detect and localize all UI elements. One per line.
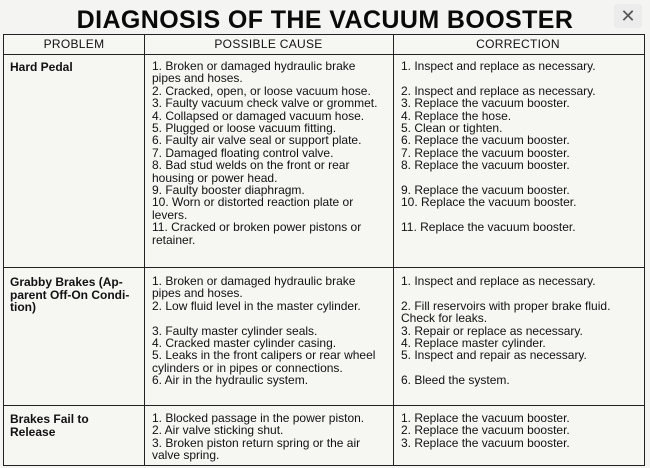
correction-line: 5. Clean or tighten. bbox=[401, 121, 503, 135]
page-title: DIAGNOSIS OF THE VACUUM BOOSTER bbox=[76, 6, 574, 34]
cause-line: 6. Air in the hydraulic system. bbox=[152, 373, 309, 388]
correction-line: 11. Replace the vacuum booster. bbox=[401, 220, 576, 235]
cause-line: 2. Low fluid level in the master cylinder. bbox=[152, 298, 361, 313]
cause-line: retainer. bbox=[152, 232, 196, 247]
correction-line: 6. Replace the vacuum booster. bbox=[401, 133, 570, 148]
cause-line: pipes and hoses. bbox=[152, 286, 243, 301]
cause-line: 11. Cracked or broken power pistons or bbox=[152, 220, 362, 235]
cause-line: 2. Cracked, open, or loose vacuum hose. bbox=[152, 83, 371, 98]
cause-line: cylinders or in pipes or connections. bbox=[152, 360, 343, 375]
cause-line: 5. Plugged or loose vacuum fitting. bbox=[152, 121, 337, 135]
row-divider bbox=[4, 405, 644, 406]
correction-line: 2. Fill reservoirs with proper brake fluid. bbox=[401, 298, 611, 313]
correction-line: 3. Repair or replace as necessary. bbox=[401, 323, 583, 338]
cause-line: 3. Faulty master cylinder seals. bbox=[152, 323, 318, 338]
problem-label: parent Off-On Condi- bbox=[10, 287, 130, 302]
problem-label: tion) bbox=[10, 300, 36, 314]
cause-line: 4. Cracked master cylinder casing. bbox=[152, 336, 337, 350]
correction-line: 9. Replace the vacuum booster. bbox=[401, 183, 570, 197]
cause-line: pipes and hoses. bbox=[152, 71, 243, 86]
diagnosis-table bbox=[3, 34, 645, 466]
correction-line: 8. Replace the vacuum booster. bbox=[401, 158, 570, 173]
problem-label: Hard Pedal bbox=[10, 60, 73, 74]
cause-line: levers. bbox=[152, 207, 188, 222]
header-problem: PROBLEM bbox=[43, 37, 105, 51]
correction-line: 1. Replace the vacuum booster. bbox=[401, 411, 570, 425]
header-correction: CORRECTION bbox=[476, 37, 560, 51]
cause-line: 3. Broken piston return spring or the air bbox=[152, 435, 361, 450]
cause-line: 7. Damaged floating control valve. bbox=[152, 145, 334, 160]
cause-line: valve spring. bbox=[152, 448, 220, 463]
header-possible-cause: POSSIBLE CAUSE bbox=[214, 37, 323, 51]
correction-line: 3. Replace the vacuum booster. bbox=[401, 96, 570, 111]
correction-line: 4. Replace master cylinder. bbox=[401, 336, 546, 350]
cause-line: 8. Bad stud welds on the front or rear bbox=[152, 158, 350, 173]
column-divider bbox=[393, 35, 394, 465]
cause-line: 1. Broken or damaged hydraulic brake bbox=[152, 274, 356, 288]
cause-line: 6. Faulty air valve seal or support plate. bbox=[152, 133, 362, 148]
problem-label: Release bbox=[10, 424, 56, 439]
correction-line: 7. Replace the vacuum booster. bbox=[401, 145, 570, 160]
correction-line: 1. Inspect and replace as necessary. bbox=[401, 59, 596, 73]
problem-label: Brakes Fail to bbox=[10, 412, 89, 426]
cause-line: 5. Leaks in the front calipers or rear wheel bbox=[152, 348, 376, 363]
cause-line: housing or power head. bbox=[152, 170, 278, 185]
correction-line: 4. Replace the hose. bbox=[401, 108, 512, 123]
row-divider bbox=[4, 267, 644, 268]
cause-line: 3. Faulty vacuum check valve or grommet. bbox=[152, 96, 378, 111]
cause-line: 1. Blocked passage in the power piston. bbox=[152, 411, 365, 425]
problem-label: Grabby Brakes (Ap- bbox=[10, 275, 123, 289]
close-button[interactable] bbox=[614, 4, 642, 28]
correction-line: 2. Replace the vacuum booster. bbox=[401, 423, 570, 438]
correction-line: Check for leaks. bbox=[401, 311, 488, 326]
cause-line: 10. Worn or distorted reaction plate or bbox=[152, 195, 354, 210]
correction-line: 5. Inspect and repair as necessary. bbox=[401, 348, 587, 363]
cause-line: 4. Collapsed or damaged vacuum hose. bbox=[152, 108, 365, 123]
cause-line: 2. Air valve sticking shut. bbox=[152, 423, 284, 438]
correction-line: 6. Bleed the system. bbox=[401, 373, 510, 388]
column-divider bbox=[144, 35, 145, 465]
cause-line: 1. Broken or damaged hydraulic brake bbox=[152, 59, 356, 73]
close-icon: ✕ bbox=[620, 5, 636, 26]
correction-line: 2. Inspect and replace as necessary. bbox=[401, 83, 596, 98]
correction-line: 1. Inspect and replace as necessary. bbox=[401, 274, 596, 288]
correction-line: 3. Replace the vacuum booster. bbox=[401, 435, 570, 450]
cause-line: 9. Faulty booster diaphragm. bbox=[152, 183, 305, 197]
correction-line: 10. Replace the vacuum booster. bbox=[401, 195, 577, 210]
header-divider bbox=[4, 54, 644, 55]
